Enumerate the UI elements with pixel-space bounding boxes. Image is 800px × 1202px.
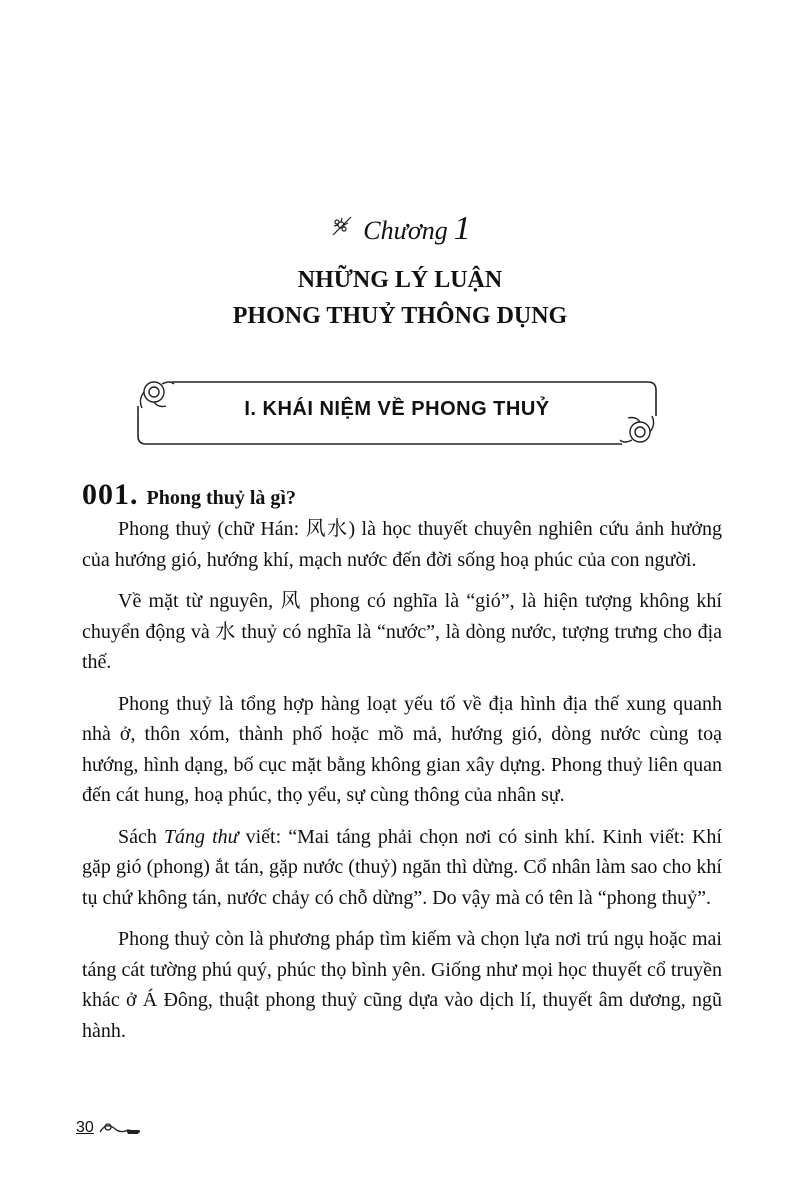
section-title: I. KHÁI NIỆM VỀ PHONG THUỶ — [244, 398, 550, 420]
footer-ornament-icon — [98, 1118, 142, 1138]
question-number: 001. — [82, 478, 139, 511]
section-banner — [132, 376, 662, 448]
flower-icon — [329, 211, 357, 239]
chapter-title — [0, 262, 800, 334]
chapter-label-group — [329, 210, 470, 248]
body-text — [82, 514, 722, 1057]
page-number: 30 — [76, 1119, 94, 1136]
book-title: Táng thư — [163, 825, 239, 848]
chapter-number: 1 — [453, 210, 471, 247]
paragraph-text: Sách — [118, 825, 164, 848]
paragraph: Phong thuỷ (chữ Hán: 风水) là học thuyết chuyên nghiên cứu ảnh hưởng của hướng gió, hướng khí, mạch nước đến đời sống hoạ phúc của con người. — [82, 518, 722, 571]
page-footer — [76, 1118, 142, 1138]
chapter-title-line2: PHONG THUỶ THÔNG DỤNG — [232, 303, 568, 329]
paragraph: Phong thuỷ là tổng hợp hàng loạt yếu tố về địa hình địa thế xung quanh nhà ở, thôn xóm, thành phố hoặc mồ mả, hướng gió, dòng nước cùng toạ hướng, hình dạng, bố cục mặt bằng không gian xây dựng. Phong thuỷ liên quan đến cát hung, hoạ phúc, thọ yểu, sự cùng thông của nhân sự. — [82, 692, 722, 806]
chapter-label: Chương — [363, 216, 448, 245]
question-heading — [82, 478, 296, 512]
chapter-heading — [0, 210, 800, 248]
chapter-title-line1: NHỮNG LÝ LUẬN — [297, 267, 503, 293]
paragraph: Phong thuỷ còn là phương pháp tìm kiếm và chọn lựa nơi trú ngụ hoặc mai táng cát tường phú quý, phúc thọ bình yên. Giống như mọi học thuyết cổ truyền khác ở Á Đông, thuật phong thuỷ cũng dựa vào dịch lí, thuyết âm dương, ngũ hành. — [82, 928, 722, 1042]
paragraph: Về mặt từ nguyên, 风 phong có nghĩa là “gió”, là hiện tượng không khí chuyển động và 水 thuỷ có nghĩa là “nước”, là dòng nước, tượng trưng cho địa thế. — [82, 590, 722, 673]
question-title: Phong thuỷ là gì? — [146, 487, 296, 509]
paragraph — [82, 822, 722, 914]
paragraph-text: viết: “Mai táng phải chọn nơi có sinh khí. Kinh viết: Khí gặp gió (phong) ắt tán, gặp nước (thuỷ) ngăn thì dừng. Cổ nhân làm sao cho khí tụ chứ không tán, nước chảy có chỗ dừng”. Do vậy mà có tên là “phong thuỷ”. — [82, 825, 722, 909]
